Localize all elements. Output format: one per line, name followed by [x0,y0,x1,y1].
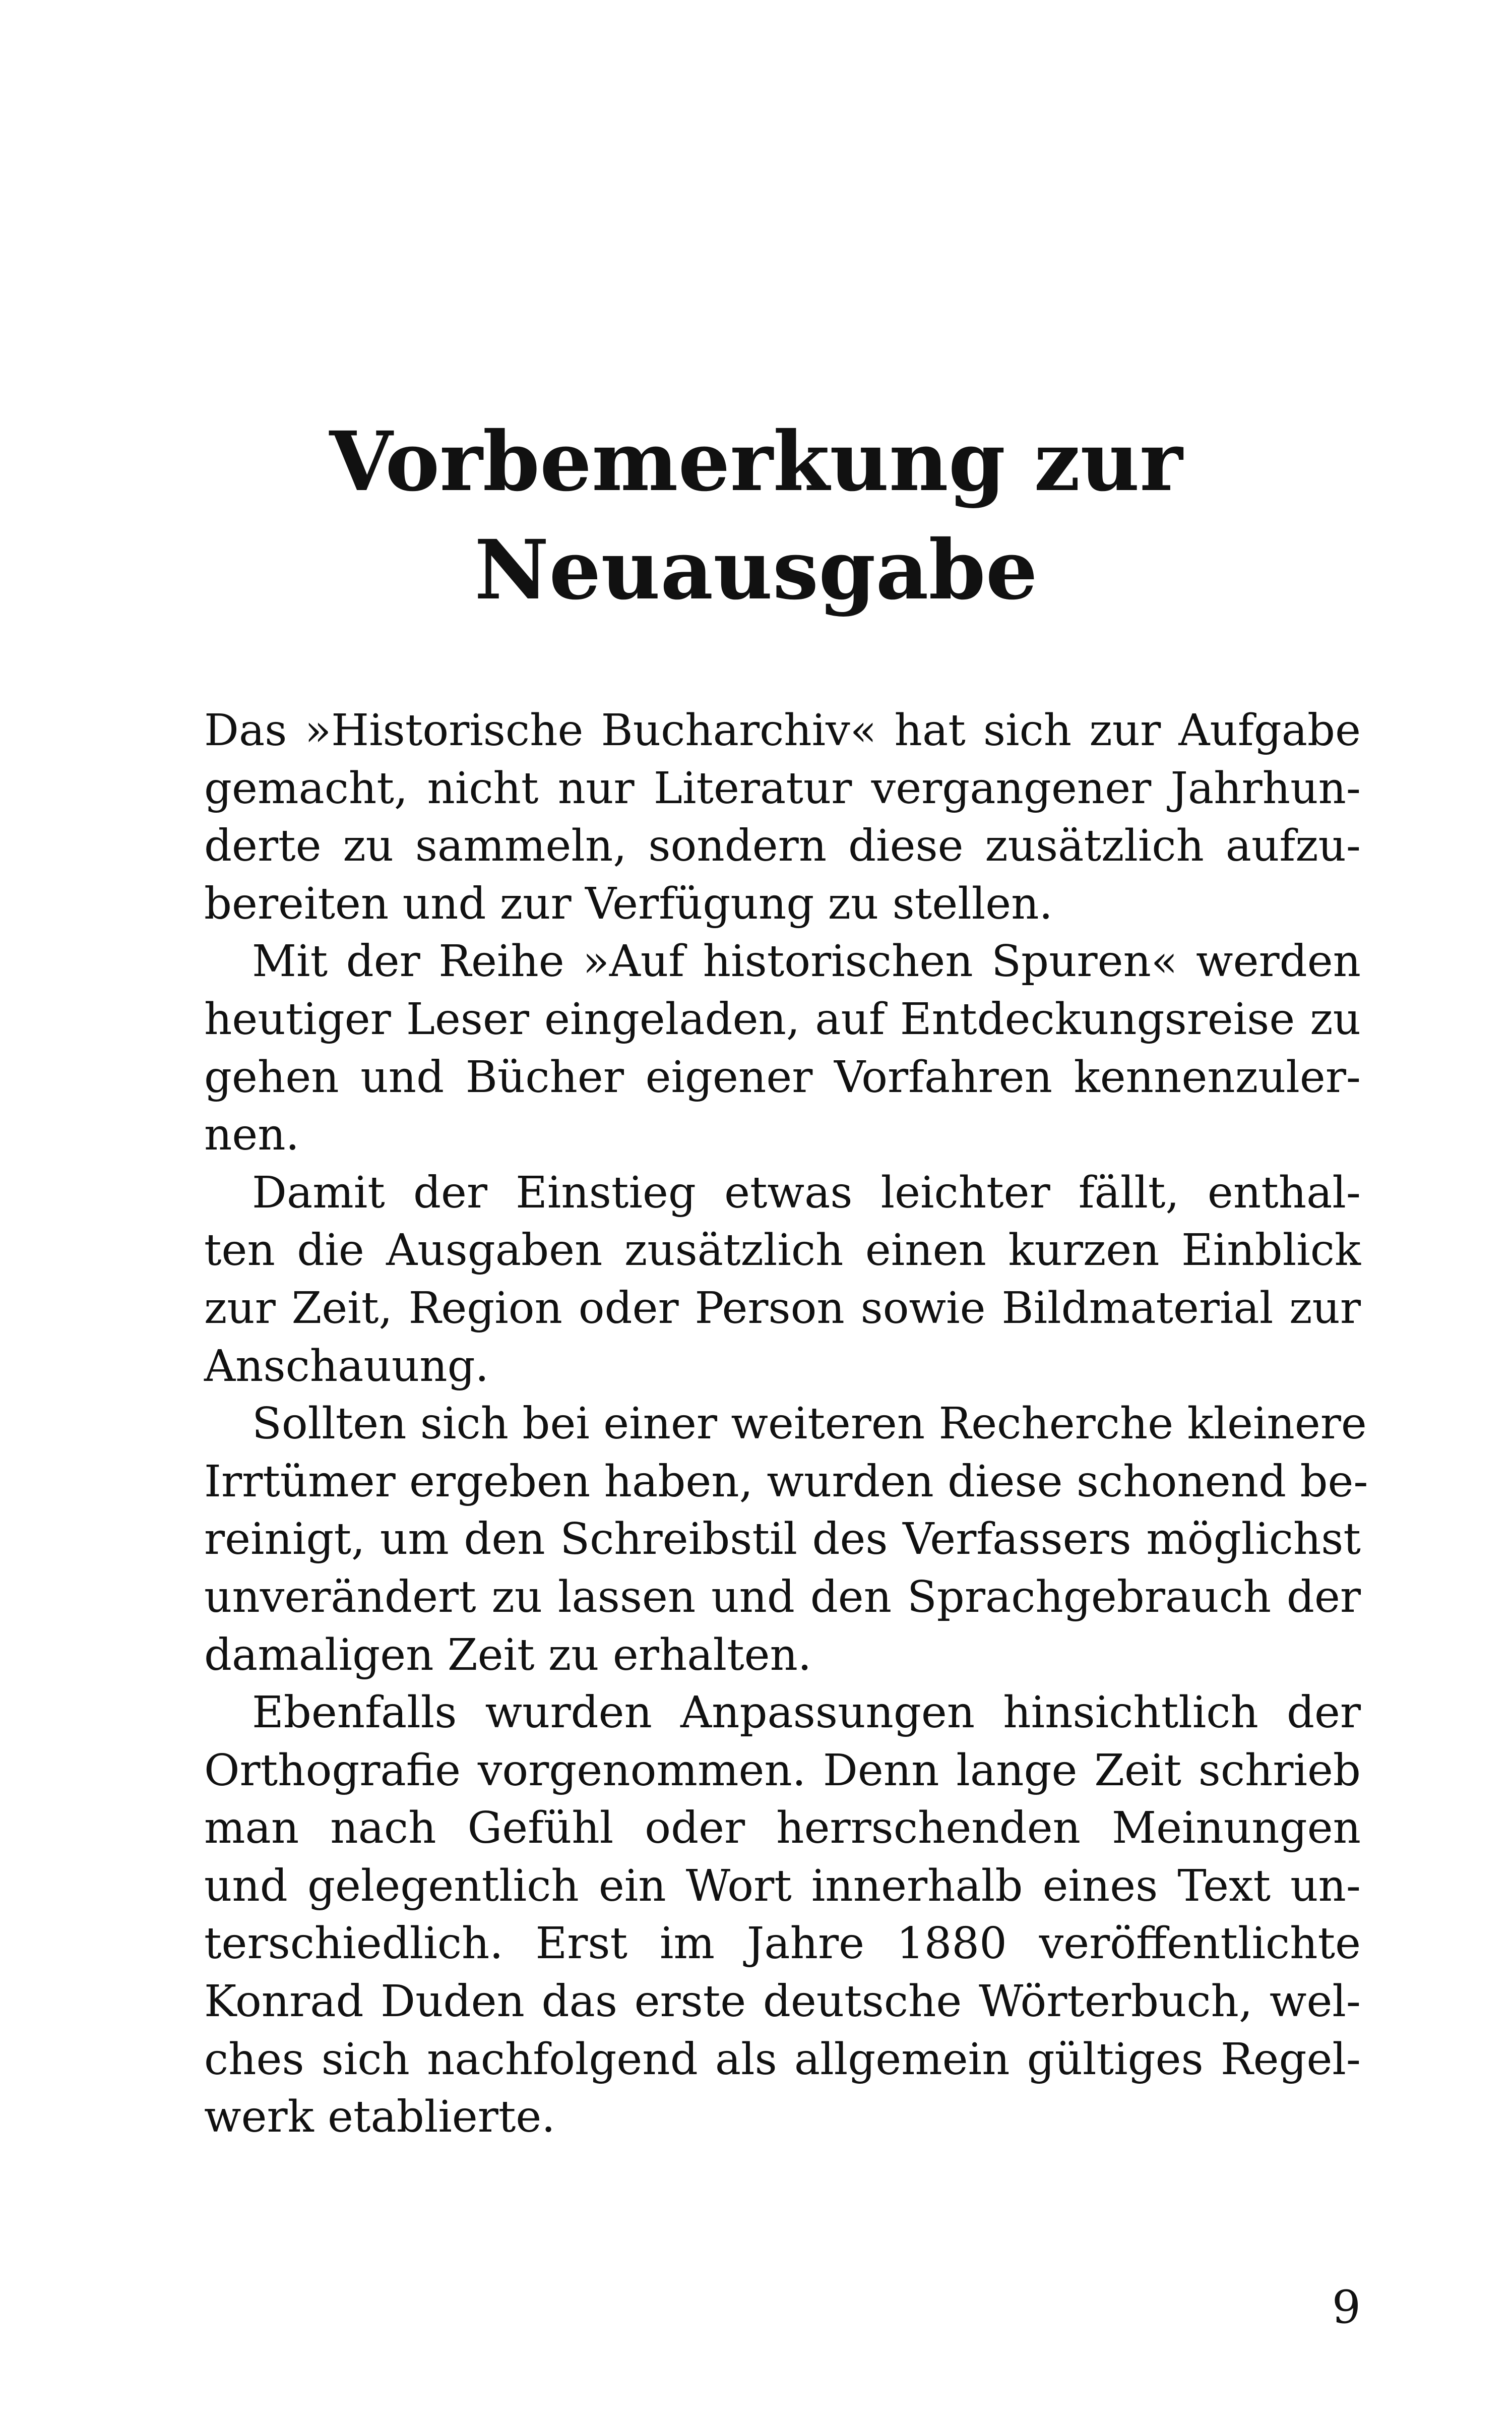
text-line: Sollten sich bei einer weiteren Recherche kleinere [252,1399,1367,1449]
body-text [204,702,1368,2146]
text-line: Ebenfalls wurden Anpassungen hinsichtlich der [252,1687,1361,1738]
text-line: nen. [204,1110,300,1161]
text-line: unverändert zu lassen und den Sprachgebrauch der [204,1571,1361,1622]
text-line: Konrad Duden das erste deutsche Wörterbuch, wel- [204,1976,1361,2027]
text-line: Orthografie vorgenommen. Denn lange Zeit schrieb [204,1745,1361,1796]
text-line: terschiedlich. Erst im Jahre 1880 veröffentlichte [204,1918,1361,1969]
text-line: werk etablierte. [204,2092,555,2143]
text-line: zur Zeit, Region oder Person sowie Bildmaterial zur [204,1283,1361,1334]
text-line: Anschauung. [204,1341,489,1392]
text-line: und gelegentlich ein Wort innerhalb eines Text un- [204,1860,1361,1911]
text-line: gehen und Bücher eigener Vorfahren kennenzuler- [204,1052,1361,1103]
text-line: damaligen Zeit zu erhalten. [204,1629,812,1680]
text-line: man nach Gefühl oder herrschenden Meinungen [204,1803,1361,1854]
text-line: reinigt, um den Schreibstil des Verfassers möglichst [204,1514,1361,1565]
text-line: heutiger Leser eingeladen, auf Entdeckungsreise zu [204,994,1361,1045]
text-line: Mit der Reihe »Auf historischen Spuren« werden [252,936,1361,987]
text-line: ches sich nachfolgend als allgemein gültiges Regel- [204,2034,1361,2085]
text-line: ten die Ausgaben zusätzlich einen kurzen Einblick [204,1225,1361,1276]
text-line: bereiten und zur Verfügung zu stellen. [204,878,1053,929]
page-title-line-1: Vorbemerkung zur [329,414,1183,510]
text-line: Damit der Einstieg etwas leichter fällt, enthal- [252,1167,1361,1218]
page-number: 9 [1332,2281,1361,2334]
text-line: Irrtümer ergeben haben, wurden diese schonend be- [204,1456,1368,1507]
text-line: gemacht, nicht nur Literatur vergangener Jahrhun- [204,763,1361,814]
text-line: Das »Historische Bucharchiv« hat sich zur Aufgabe [204,705,1361,756]
page-title-line-2: Neuausgabe [474,522,1038,618]
text-line: derte zu sammeln, sondern diese zusätzlich aufzu- [204,821,1361,872]
